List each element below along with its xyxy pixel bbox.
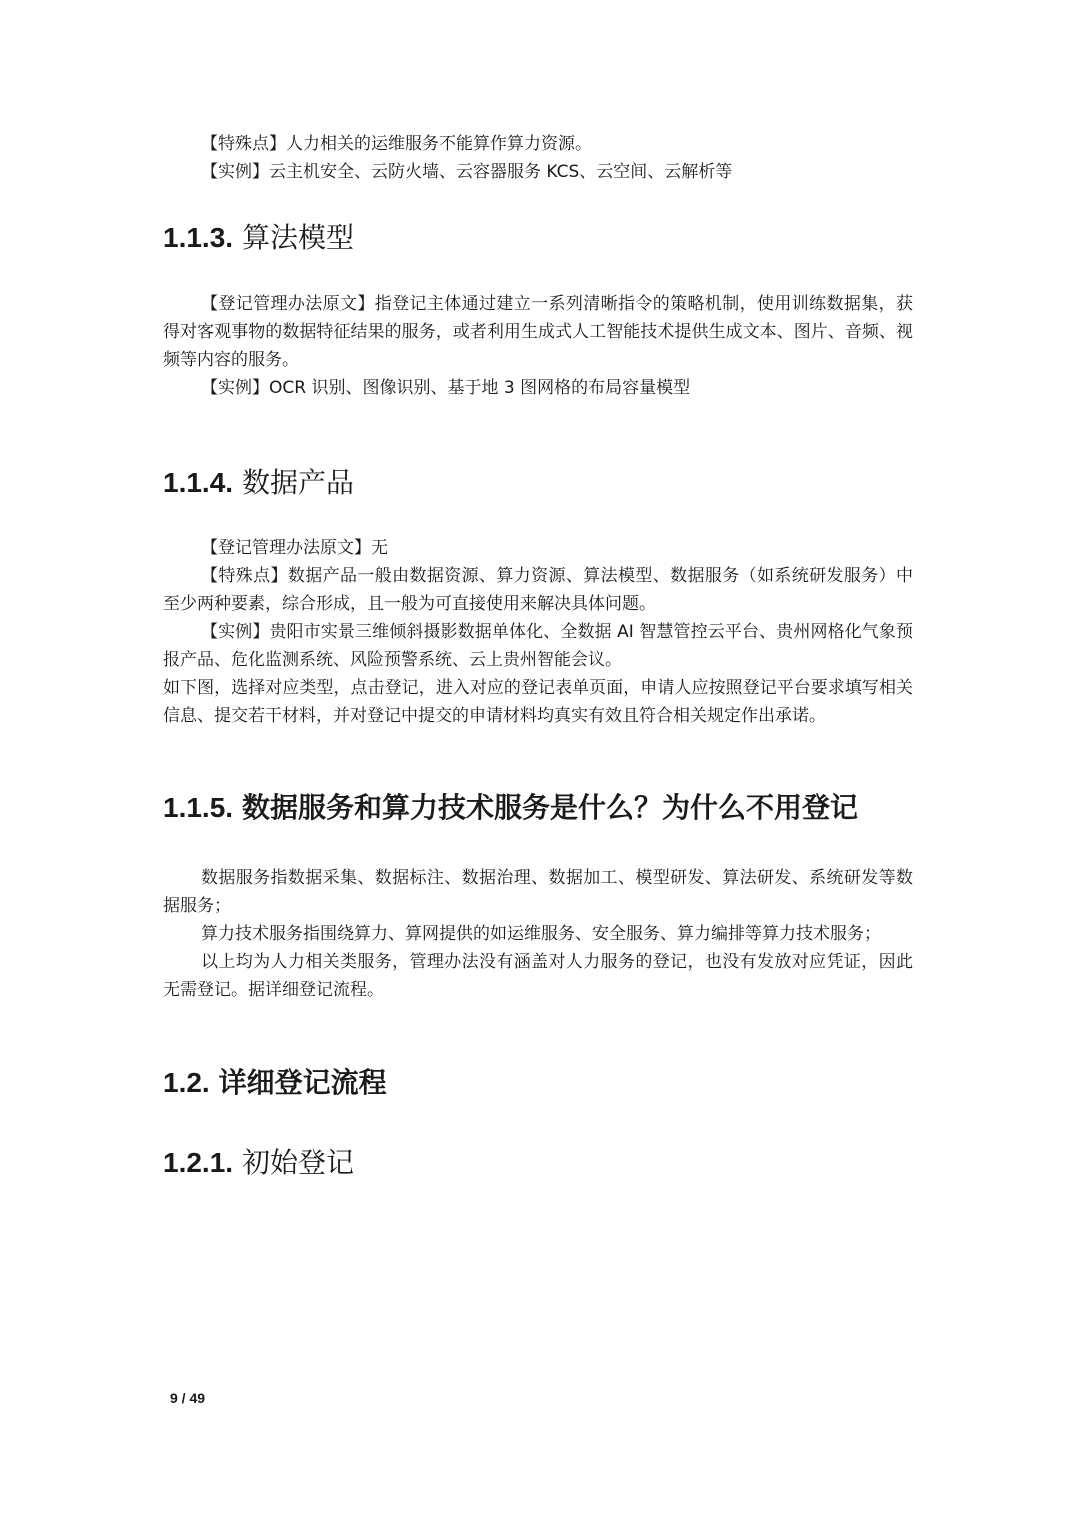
special-point-paragraph: 【特殊点】人力相关的运维服务不能算作算力资源。 [201,134,592,154]
data-service-paragraph: 数据服务指数据采集、数据标注、数据治理、数据加工、模型研发、算法研发、系统研发等数据服务； [163,868,913,916]
section-title: 详细登记流程 [218,1066,387,1099]
conclusion-paragraph: 以上均为人力相关类服务，管理办法没有涵盖对人力服务的登记，也没有发放对应凭证，因此无需登记。据详细登记流程。 [163,952,913,1000]
section-1-1-4-body [163,534,913,730]
section-number: 1.1.4. [163,467,234,498]
section-number: 1.2. [163,1067,210,1098]
section-heading-1-1-4 [163,465,354,501]
section-1-1-3-body [163,290,913,402]
section-heading-1-1-3 [163,220,354,256]
compute-service-paragraph: 算力技术服务指围绕算力、算网提供的如运维服务、安全服务、算力编排等算力技术服务； [201,924,881,944]
example-paragraph: 【实例】贵阳市实景三维倾斜摄影数据单体化、全数据 AI 智慧管控云平台、贵州网格化气象预报产品、危化监测系统、风险预警系统、云上贵州智能会议。 [163,622,913,670]
special-point-paragraph: 【特殊点】数据产品一般由数据资源、算力资源、算法模型、数据服务（如系统研发服务）中至少两种要素，综合形成，且一般为可直接使用来解决具体问题。 [163,566,913,614]
intro-paragraphs [163,130,913,186]
section-heading-1-1-5 [163,790,858,826]
example-paragraph: 【实例】OCR 识别、图像识别、基于地 3 图网格的布局容量模型 [201,378,691,398]
section-number: 1.1.5. [163,792,234,823]
section-heading-1-2-1 [163,1145,354,1181]
section-title: 数据服务和算力技术服务是什么？为什么不用登记 [241,791,858,824]
section-1-1-5-body [163,864,913,1004]
section-number: 1.2.1. [163,1147,234,1178]
definition-paragraph: 【登记管理办法原文】无 [201,538,388,558]
section-heading-1-2 [163,1065,387,1101]
section-title: 数据产品 [241,466,354,499]
section-title: 初始登记 [241,1146,354,1179]
example-paragraph: 【实例】云主机安全、云防火墙、云容器服务 KCS、云空间、云解析等 [201,162,733,182]
section-title: 算法模型 [241,221,354,254]
page-number: 9 / 49 [170,1390,206,1406]
section-number: 1.1.3. [163,222,234,253]
instruction-paragraph: 如下图，选择对应类型，点击登记，进入对应的登记表单页面，申请人应按照登记平台要求填写相关信息、提交若干材料，并对登记中提交的申请材料均真实有效且符合相关规定作出承诺。 [163,678,913,726]
definition-paragraph: 【登记管理办法原文】指登记主体通过建立一系列清晰指令的策略机制，使用训练数据集，获得对客观事物的数据特征结果的服务，或者利用生成式人工智能技术提供生成文本、图片、音频、视频等内容的服务。 [163,294,913,370]
